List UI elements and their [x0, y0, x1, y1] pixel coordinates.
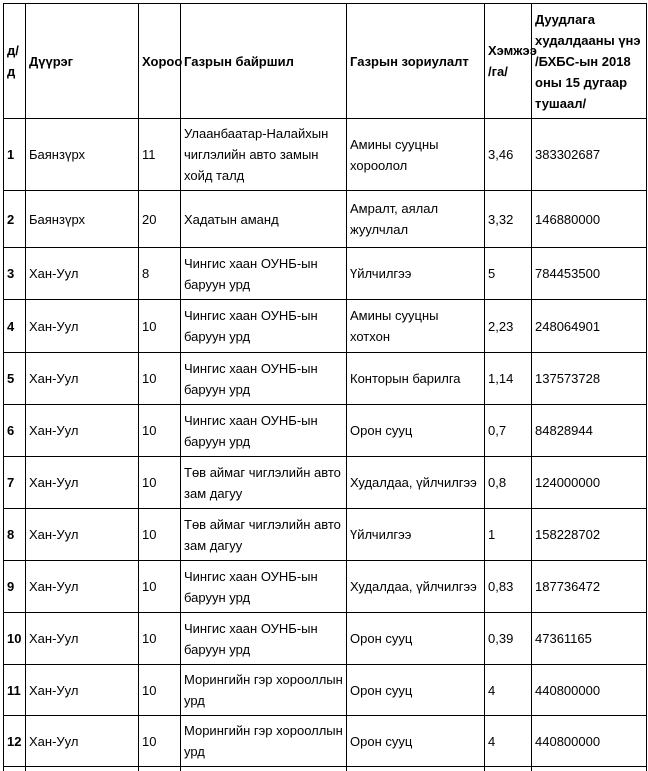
row-number-cell: 9 — [4, 561, 26, 613]
row-number-cell: 3 — [4, 248, 26, 300]
table-cell-empty — [485, 767, 532, 771]
table-cell: Баянзүрх — [26, 191, 139, 248]
table-cell-empty — [4, 767, 26, 771]
row-number-cell: 11 — [4, 665, 26, 716]
column-header: Дуудлага худалдааны үнэ /БХБС-ын 2018 оны 15 дугаар тушаал/ — [532, 4, 647, 119]
land-auction-table — [3, 3, 647, 771]
table-cell: Орон сууц — [347, 405, 485, 457]
table-cell-empty — [26, 767, 139, 771]
table-cell: 5 — [485, 248, 532, 300]
table-cell: Хан-Уул — [26, 613, 139, 665]
table-cell: 3,46 — [485, 119, 532, 191]
table-row — [4, 716, 647, 767]
table-row — [4, 405, 647, 457]
table-cell: 146880000 — [532, 191, 647, 248]
table-cell-empty — [139, 767, 181, 771]
table-cell: 10 — [139, 457, 181, 509]
table-cell: 10 — [139, 665, 181, 716]
table-cell: 440800000 — [532, 665, 647, 716]
table-row — [4, 353, 647, 405]
table-cell: Баянзүрх — [26, 119, 139, 191]
table-cell: Хан-Уул — [26, 405, 139, 457]
table-cell: 0,7 — [485, 405, 532, 457]
table-cell: 11 — [139, 119, 181, 191]
table-cell: Морингийн гэр хорооллын урд — [181, 716, 347, 767]
row-number-cell: 8 — [4, 509, 26, 561]
table-row — [4, 561, 647, 613]
column-header: д/д — [4, 4, 26, 119]
table-row — [4, 119, 647, 191]
table-row — [4, 300, 647, 353]
column-header: Газрын зориулалт — [347, 4, 485, 119]
table-cell: 440800000 — [532, 716, 647, 767]
table-cell: Чингис хаан ОУНБ-ын баруун урд — [181, 405, 347, 457]
table-header-row — [4, 4, 647, 119]
table-cell: Хан-Уул — [26, 716, 139, 767]
table-cell: 0,8 — [485, 457, 532, 509]
row-number-cell: 2 — [4, 191, 26, 248]
table-cell: 10 — [139, 405, 181, 457]
table-cell: Хан-Уул — [26, 248, 139, 300]
table-cell: 4 — [485, 665, 532, 716]
table-cell: 10 — [139, 300, 181, 353]
column-header: Хороо — [139, 4, 181, 119]
table-row — [4, 457, 647, 509]
table-cell-empty — [532, 767, 647, 771]
table-cell: 10 — [139, 716, 181, 767]
table-cell: Чингис хаан ОУНБ-ын баруун урд — [181, 353, 347, 405]
table-cell: Чингис хаан ОУНБ-ын баруун урд — [181, 613, 347, 665]
table-row-partial — [4, 767, 647, 771]
table-cell-empty — [347, 767, 485, 771]
row-number-cell: 10 — [4, 613, 26, 665]
table-cell: Хан-Уул — [26, 509, 139, 561]
table-cell: Хан-Уул — [26, 665, 139, 716]
table-cell: Худалдаа, үйлчилгээ — [347, 457, 485, 509]
table-cell: 10 — [139, 561, 181, 613]
row-number-cell: 1 — [4, 119, 26, 191]
table-cell: 383302687 — [532, 119, 647, 191]
table-cell: Амины сууцны хороолол — [347, 119, 485, 191]
table-row — [4, 613, 647, 665]
table-cell-empty — [181, 767, 347, 771]
table-cell: 1,14 — [485, 353, 532, 405]
table-cell: 8 — [139, 248, 181, 300]
table-cell: 4 — [485, 716, 532, 767]
table-cell: 158228702 — [532, 509, 647, 561]
table-row — [4, 665, 647, 716]
table-cell: 784453500 — [532, 248, 647, 300]
table-cell: 47361165 — [532, 613, 647, 665]
row-number-cell: 7 — [4, 457, 26, 509]
table-cell: 187736472 — [532, 561, 647, 613]
row-number-cell: 5 — [4, 353, 26, 405]
table-cell: 10 — [139, 613, 181, 665]
table-cell: Хадатын аманд — [181, 191, 347, 248]
table-cell: Орон сууц — [347, 665, 485, 716]
table-body — [4, 119, 647, 771]
table-cell: 137573728 — [532, 353, 647, 405]
table-row — [4, 509, 647, 561]
table-cell: Хан-Уул — [26, 300, 139, 353]
table-cell: 3,32 — [485, 191, 532, 248]
table-cell: 10 — [139, 353, 181, 405]
table-cell: 124000000 — [532, 457, 647, 509]
table-cell: Улаанбаатар-Налайхын чиглэлийн авто замын хойд талд — [181, 119, 347, 191]
table-cell: Үйлчилгээ — [347, 248, 485, 300]
row-number-cell: 12 — [4, 716, 26, 767]
table-cell: Төв аймаг чиглэлийн авто зам дагуу — [181, 457, 347, 509]
table-cell: 248064901 — [532, 300, 647, 353]
table-cell: Чингис хаан ОУНБ-ын баруун урд — [181, 248, 347, 300]
table-cell: Чингис хаан ОУНБ-ын баруун урд — [181, 561, 347, 613]
row-number-cell: 4 — [4, 300, 26, 353]
table-cell: Хан-Уул — [26, 561, 139, 613]
table-header — [4, 4, 647, 119]
table-cell: 0,39 — [485, 613, 532, 665]
table-cell: Морингийн гэр хорооллын урд — [181, 665, 347, 716]
table-cell: Хан-Уул — [26, 457, 139, 509]
row-number-cell: 6 — [4, 405, 26, 457]
table-cell: Чингис хаан ОУНБ-ын баруун урд — [181, 300, 347, 353]
column-header: Хэмжээ /га/ — [485, 4, 532, 119]
table-cell: 0,83 — [485, 561, 532, 613]
table-cell: 84828944 — [532, 405, 647, 457]
table-cell: 10 — [139, 509, 181, 561]
table-cell: Хан-Уул — [26, 353, 139, 405]
table-row — [4, 248, 647, 300]
table-cell: 1 — [485, 509, 532, 561]
column-header: Дүүрэг — [26, 4, 139, 119]
table-cell: Төв аймаг чиглэлийн авто зам дагуу — [181, 509, 347, 561]
table-cell: 20 — [139, 191, 181, 248]
table-row — [4, 191, 647, 248]
column-header: Газрын байршил — [181, 4, 347, 119]
table-cell: Амины сууцны хотхон — [347, 300, 485, 353]
table-cell: Конторын барилга — [347, 353, 485, 405]
table-cell: 2,23 — [485, 300, 532, 353]
table-cell: Үйлчилгээ — [347, 509, 485, 561]
table-cell: Амралт, аялал жуулчлал — [347, 191, 485, 248]
table-cell: Орон сууц — [347, 716, 485, 767]
table-cell: Худалдаа, үйлчилгээ — [347, 561, 485, 613]
table-cell: Орон сууц — [347, 613, 485, 665]
